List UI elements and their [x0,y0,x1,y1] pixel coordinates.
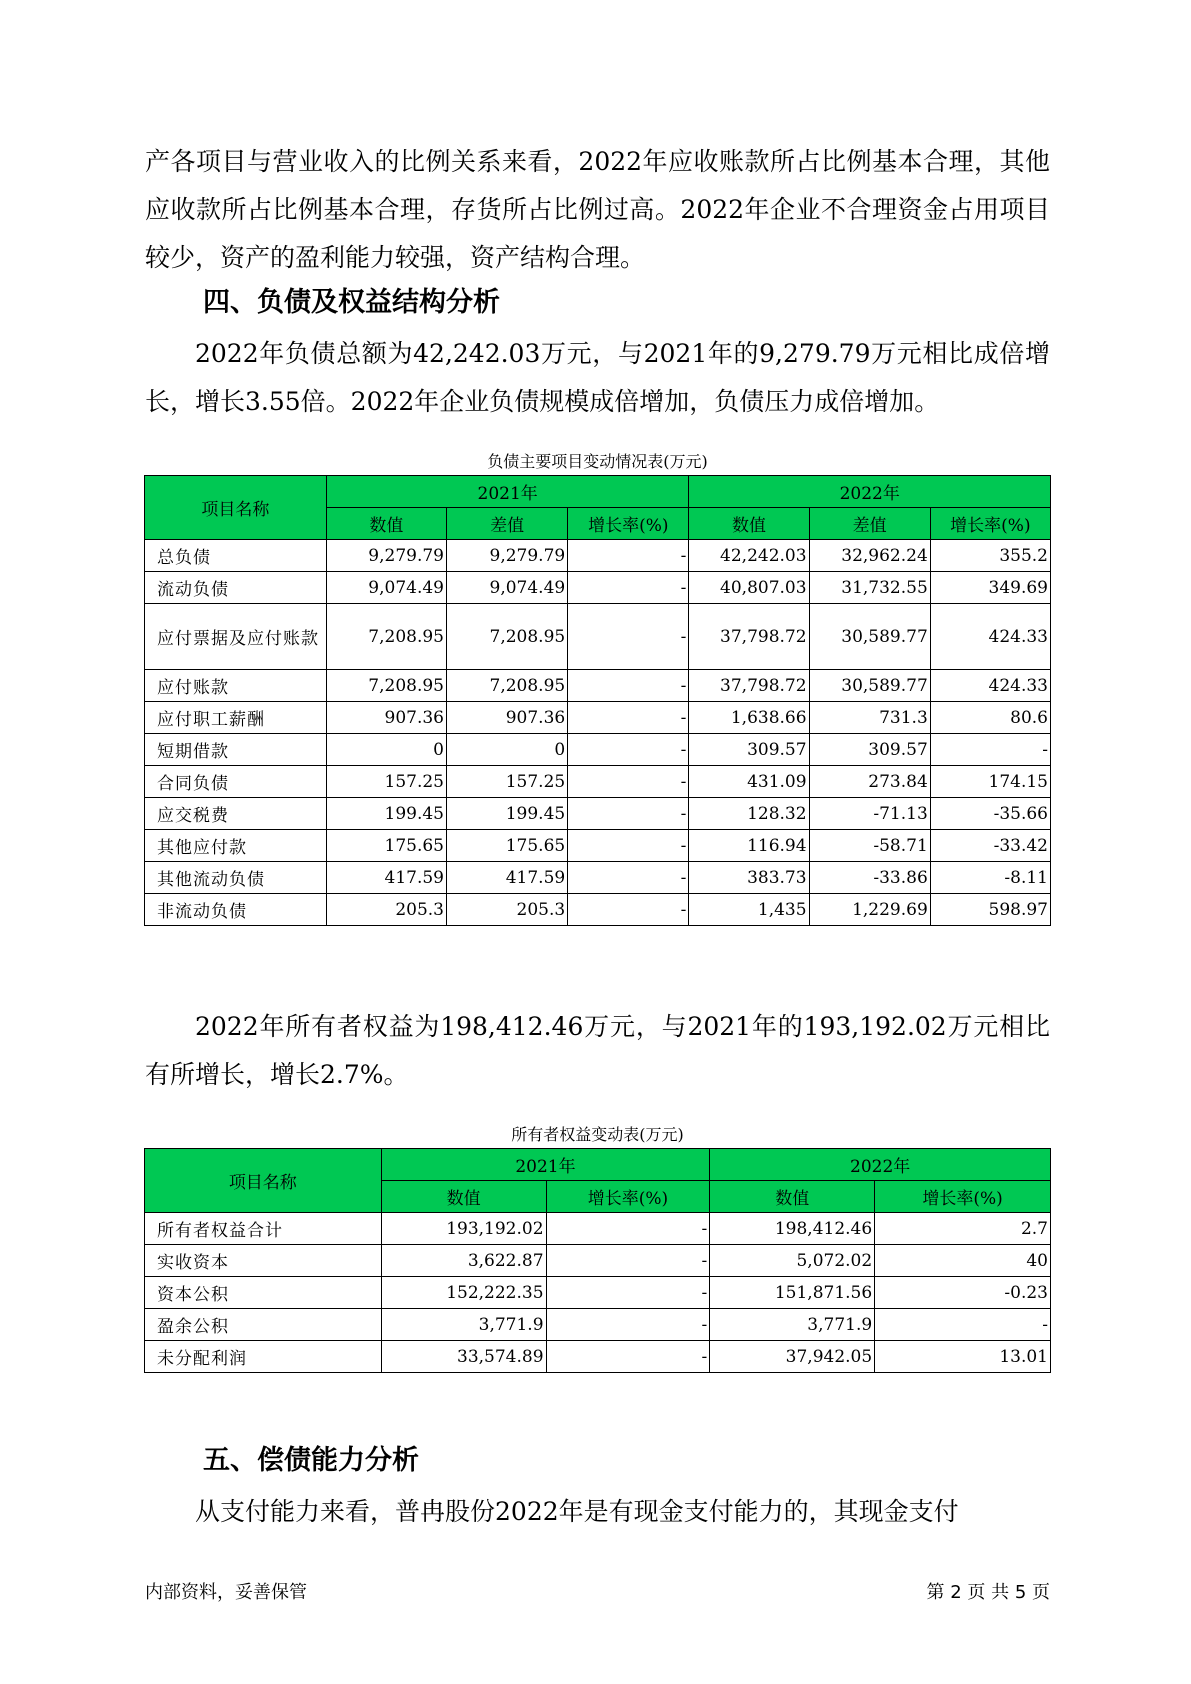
column-header-value: 数值 [326,508,446,540]
cell-growth-rate: - [930,734,1050,766]
table-row [145,894,1051,926]
cell-value: 1,435 [689,894,809,926]
cell-growth-rate: 424.33 [930,604,1050,670]
cell-value: 383.73 [689,862,809,894]
cell-value: 7,208.95 [326,604,446,670]
row-label: 应交税费 [145,798,327,830]
cell-value: 907.36 [326,702,446,734]
cell-value: 128.32 [689,798,809,830]
cell-difference: 175.65 [446,830,567,862]
cell-growth-rate: - [568,540,689,572]
cell-difference: 31,732.55 [809,572,930,604]
row-label: 应付职工薪酬 [145,702,327,734]
cell-growth-rate: - [568,670,689,702]
cell-growth-rate: -35.66 [930,798,1050,830]
footer-page-number: 第 2 页 共 5 页 [926,1582,1050,1603]
cell-growth-rate: - [568,702,689,734]
cell-difference: 417.59 [446,862,567,894]
table-row [145,540,1051,572]
cell-value: 3,771.9 [710,1309,875,1341]
cell-growth-rate: 80.6 [930,702,1050,734]
cell-value: 199.45 [326,798,446,830]
row-label: 应付票据及应付账款 [145,604,327,670]
cell-growth-rate: - [546,1309,710,1341]
cell-value: 0 [326,734,446,766]
cell-value: 3,622.87 [381,1245,546,1277]
cell-difference: 0 [446,734,567,766]
column-header-value: 数值 [710,1181,875,1213]
cell-growth-rate: - [546,1277,710,1309]
cell-growth-rate: 174.15 [930,766,1050,798]
cell-growth-rate: 13.01 [875,1341,1051,1373]
paragraph-equity: 2022年所有者权益为198,412.46万元，与2021年的193,192.02万元相比有所增长，增长2.7%。 [145,1012,1050,1089]
liability-table [144,475,1051,926]
cell-difference: 157.25 [446,766,567,798]
cell-value: 3,771.9 [381,1309,546,1341]
cell-growth-rate: -8.11 [930,862,1050,894]
column-header-difference: 差值 [446,508,567,540]
table-row [145,830,1051,862]
table-row [145,670,1051,702]
row-label: 流动负债 [145,572,327,604]
cell-growth-rate: - [568,604,689,670]
footer-confidential-note: 内部资料，妥善保管 [145,1582,307,1603]
column-header-year-2022: 2022年 [710,1149,1051,1181]
row-label: 总负债 [145,540,327,572]
cell-difference: 1,229.69 [809,894,930,926]
column-header-growth-rate: 增长率(%) [568,508,689,540]
table-row [145,766,1051,798]
cell-growth-rate: - [568,894,689,926]
column-header-year-2022: 2022年 [689,476,1051,508]
cell-value: 7,208.95 [326,670,446,702]
cell-growth-rate: 349.69 [930,572,1050,604]
paragraph-payment-capacity: 从支付能力来看，普冉股份2022年是有现金支付能力的，其现金支付 [195,1497,959,1526]
cell-growth-rate: - [875,1309,1051,1341]
table-row [145,572,1051,604]
row-label: 合同负债 [145,766,327,798]
equity-table [144,1148,1051,1373]
section-heading-solvency: 五、偿债能力分析 [203,1445,419,1476]
cell-difference: 7,208.95 [446,604,567,670]
cell-value: 431.09 [689,766,809,798]
table-row [145,862,1051,894]
cell-difference: 731.3 [809,702,930,734]
column-header-item-name: 项目名称 [145,476,327,540]
cell-value: 205.3 [326,894,446,926]
cell-value: 193,192.02 [381,1213,546,1245]
cell-growth-rate: 40 [875,1245,1051,1277]
cell-value: 40,807.03 [689,572,809,604]
cell-difference: 9,279.79 [446,540,567,572]
row-label: 非流动负债 [145,894,327,926]
cell-difference: 205.3 [446,894,567,926]
cell-growth-rate: 355.2 [930,540,1050,572]
cell-value: 37,798.72 [689,604,809,670]
cell-value: 198,412.46 [710,1213,875,1245]
table-row [145,734,1051,766]
row-label: 盈余公积 [145,1309,382,1341]
row-label: 实收资本 [145,1245,382,1277]
row-label: 所有者权益合计 [145,1213,382,1245]
row-label: 其他应付款 [145,830,327,862]
table-row [145,1309,1051,1341]
column-header-year-2021: 2021年 [326,476,689,508]
table-row [145,1245,1051,1277]
table-row [145,702,1051,734]
equity-table-caption: 所有者权益变动表(万元) [511,1125,684,1144]
cell-growth-rate: - [546,1245,710,1277]
cell-value: 37,942.05 [710,1341,875,1373]
column-header-growth-rate: 增长率(%) [875,1181,1051,1213]
cell-difference: 273.84 [809,766,930,798]
cell-growth-rate: - [568,766,689,798]
column-header-growth-rate: 增长率(%) [930,508,1050,540]
cell-growth-rate: - [568,830,689,862]
cell-value: 42,242.03 [689,540,809,572]
cell-difference: -33.86 [809,862,930,894]
column-header-item-name: 项目名称 [145,1149,382,1213]
paragraph-asset-structure: 产各项目与营业收入的比例关系来看，2022年应收账款所占比例基本合理，其他应收款所占比例基本合理，存货所占比例过高。2022年企业不合理资金占用项目较少，资产的盈利能力较强，资产结构合理。 [145,147,1050,272]
cell-growth-rate: - [568,862,689,894]
table-row [145,1277,1051,1309]
cell-difference: -71.13 [809,798,930,830]
row-label: 未分配利润 [145,1341,382,1373]
cell-value: 152,222.35 [381,1277,546,1309]
column-header-value: 数值 [381,1181,546,1213]
column-header-difference: 差值 [809,508,930,540]
cell-difference: -58.71 [809,830,930,862]
cell-growth-rate: - [546,1341,710,1373]
cell-value: 116.94 [689,830,809,862]
row-label: 短期借款 [145,734,327,766]
section-heading-liabilities-equity: 四、负债及权益结构分析 [203,287,500,318]
cell-value: 1,638.66 [689,702,809,734]
cell-value: 175.65 [326,830,446,862]
cell-value: 309.57 [689,734,809,766]
cell-growth-rate: - [568,572,689,604]
table-row [145,1213,1051,1245]
cell-growth-rate: -33.42 [930,830,1050,862]
cell-difference: 32,962.24 [809,540,930,572]
table-row [145,1341,1051,1373]
cell-value: 9,074.49 [326,572,446,604]
paragraph-liabilities: 2022年负债总额为42,242.03万元，与2021年的9,279.79万元相比成倍增长，增长3.55倍。2022年企业负债规模成倍增加，负债压力成倍增加。 [145,339,1050,416]
column-header-growth-rate: 增长率(%) [546,1181,710,1213]
cell-difference: 30,589.77 [809,670,930,702]
cell-value: 37,798.72 [689,670,809,702]
row-label: 其他流动负债 [145,862,327,894]
cell-growth-rate: - [568,734,689,766]
cell-difference: 30,589.77 [809,604,930,670]
cell-difference: 199.45 [446,798,567,830]
cell-value: 157.25 [326,766,446,798]
cell-value: 33,574.89 [381,1341,546,1373]
cell-difference: 309.57 [809,734,930,766]
cell-value: 417.59 [326,862,446,894]
cell-value: 151,871.56 [710,1277,875,1309]
cell-growth-rate: 598.97 [930,894,1050,926]
cell-growth-rate: 2.7 [875,1213,1051,1245]
cell-growth-rate: 424.33 [930,670,1050,702]
cell-difference: 9,074.49 [446,572,567,604]
cell-growth-rate: - [568,798,689,830]
cell-difference: 907.36 [446,702,567,734]
table-row [145,798,1051,830]
cell-value: 5,072.02 [710,1245,875,1277]
table-row [145,604,1051,670]
cell-growth-rate: -0.23 [875,1277,1051,1309]
cell-growth-rate: - [546,1213,710,1245]
cell-difference: 7,208.95 [446,670,567,702]
column-header-year-2021: 2021年 [381,1149,710,1181]
column-header-value: 数值 [689,508,809,540]
row-label: 应付账款 [145,670,327,702]
liability-table-caption: 负债主要项目变动情况表(万元) [487,452,708,471]
cell-value: 9,279.79 [326,540,446,572]
row-label: 资本公积 [145,1277,382,1309]
